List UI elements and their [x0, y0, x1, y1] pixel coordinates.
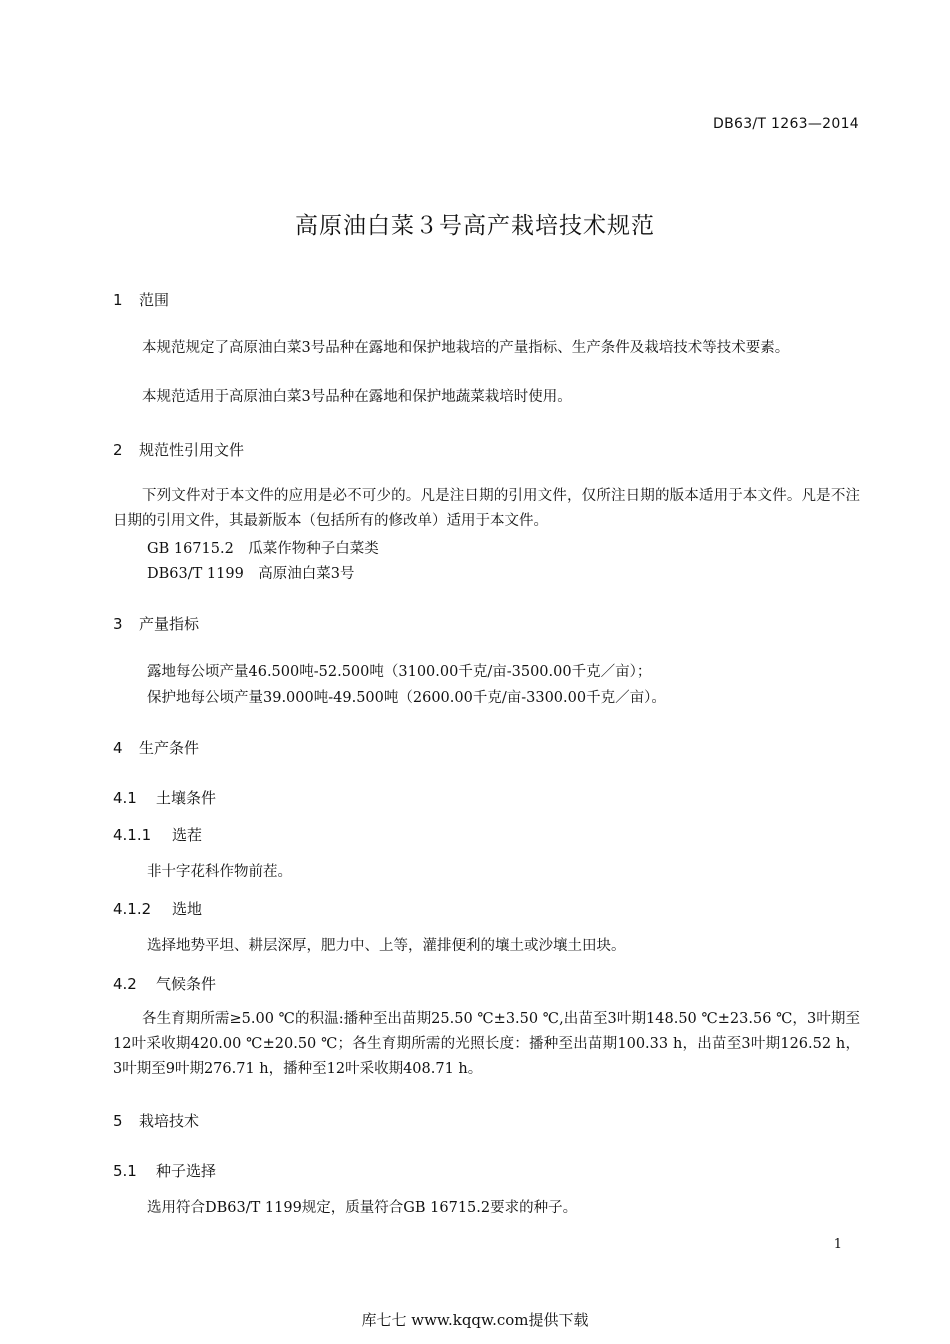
subsection-4-1-heading: [113, 787, 216, 808]
section-title: 栽培技术: [139, 1112, 200, 1130]
section-title: 土壤条件: [156, 789, 217, 807]
section-number: 4.1.2: [113, 900, 152, 918]
paragraph: 本规范适用于高原油白菜3号品种在露地和保护地蔬菜栽培时使用。: [142, 389, 572, 405]
paragraph: 下列文件对于本文件的应用是必不可少的。凡是注日期的引用文件，仅所注日期的版本适用于本文件。凡是不注日期的引用文件，其最新版本（包括所有的修改单）适用于本文件。: [113, 488, 860, 529]
section-title: 选地: [172, 900, 203, 918]
yield-line: 保护地每公顷产量39.000吨-49.500吨（2600.00千克/亩-3300.00千克／亩）。: [147, 690, 666, 706]
section-number: 4: [113, 739, 123, 757]
section-number: 4.1: [113, 789, 137, 807]
section-title: 种子选择: [156, 1162, 217, 1180]
section-title: 范围: [139, 291, 170, 309]
paragraph: 非十字花科作物前茬。: [147, 864, 292, 880]
section-number: 5: [113, 1112, 123, 1130]
section-number: 4.2: [113, 975, 137, 993]
subsection-5-1-heading: [113, 1160, 216, 1181]
section-number: 3: [113, 615, 123, 633]
section-1-heading: [113, 289, 169, 310]
subsection-4-1-1-heading: [113, 824, 202, 845]
section-number: 1: [113, 291, 123, 309]
section-2-heading: [113, 439, 244, 460]
section-title: 规范性引用文件: [139, 441, 245, 459]
paragraph: 各生育期所需≥5.00 ℃的积温:播种至出苗期25.50 ℃±3.50 ℃,出苗至3叶期148.50 ℃±23.56 ℃，3叶期至12叶采收期420.00 ℃±20.50 ℃；各生育期所需的光照长度：播种至出苗期100.33 h，出苗至3叶期126.52 h，3叶期至9叶期276.71 h，播种至12叶采收期408.71 h。: [113, 1011, 860, 1077]
document-title: 高原油白菜３号高产栽培技术规范: [295, 213, 655, 239]
subsection-4-1-2-heading: [113, 898, 202, 919]
page-number: 1: [833, 1237, 842, 1252]
section-title: 选茬: [172, 826, 203, 844]
section-5-heading: [113, 1110, 199, 1131]
section-title: 生产条件: [139, 739, 200, 757]
section-number: 2: [113, 441, 123, 459]
section-title: 产量指标: [139, 615, 200, 633]
paragraph: 本规范规定了高原油白菜3号品种在露地和保护地栽培的产量指标、生产条件及栽培技术等技术要素。: [142, 340, 790, 356]
reference-item: DB63/T 1199 高原油白菜3号: [147, 566, 355, 582]
footer-watermark[interactable]: 库七七 www.kqqw.com提供下载: [361, 1311, 589, 1329]
reference-item: GB 16715.2 瓜菜作物种子白菜类: [147, 541, 379, 557]
section-number: 5.1: [113, 1162, 137, 1180]
section-3-heading: [113, 613, 199, 634]
section-title: 气候条件: [156, 975, 217, 993]
paragraph: 选用符合DB63/T 1199规定，质量符合GB 16715.2要求的种子。: [147, 1200, 578, 1216]
standard-code: DB63/T 1263—2014: [713, 116, 859, 132]
section-4-heading: [113, 737, 199, 758]
paragraph: 选择地势平坦、耕层深厚，肥力中、上等，灌排便利的壤土或沙壤土田块。: [147, 938, 626, 954]
section-number: 4.1.1: [113, 826, 152, 844]
subsection-4-2-heading: [113, 973, 216, 994]
yield-line: 露地每公顷产量46.500吨-52.500吨（3100.00千克/亩-3500.00千克／亩）；: [147, 664, 652, 680]
